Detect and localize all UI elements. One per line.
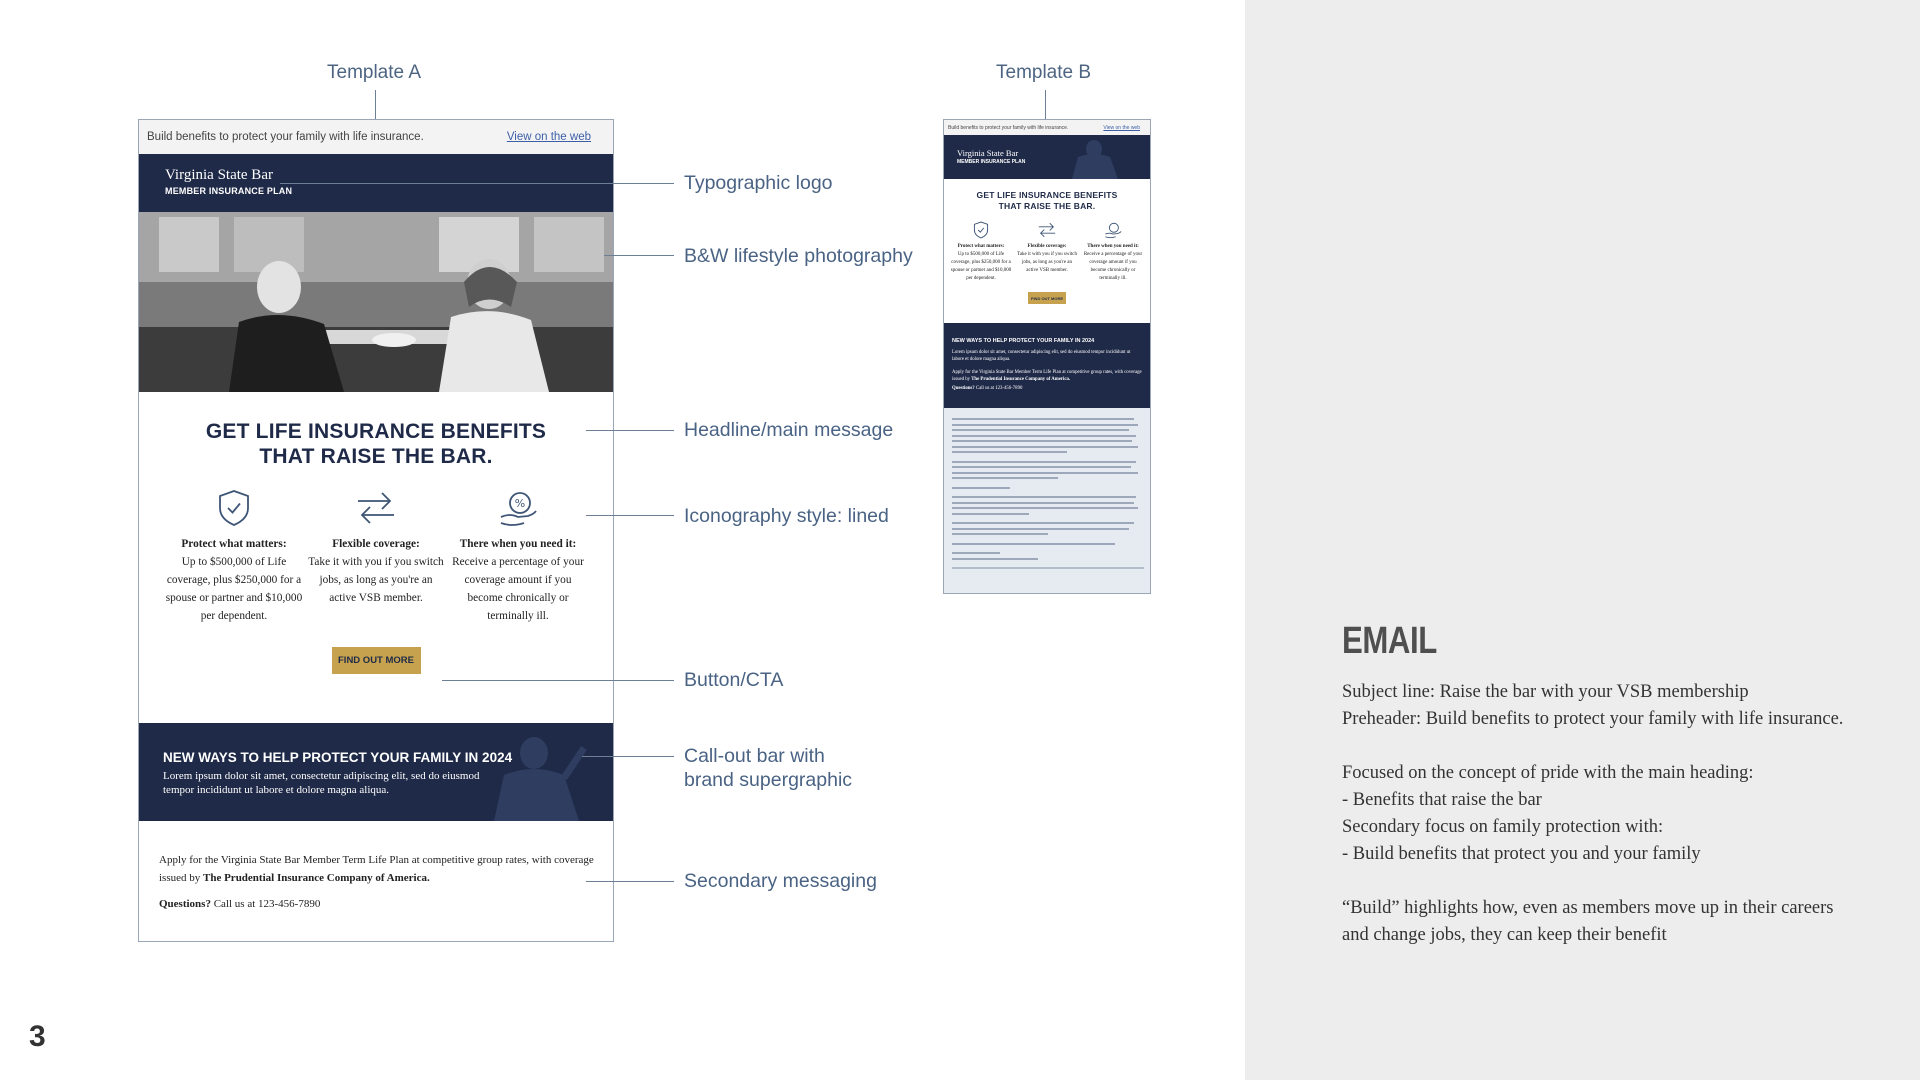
logo-subtitle: MEMBER INSURANCE PLAN bbox=[165, 186, 293, 196]
headline-connector bbox=[586, 430, 674, 431]
build-line-2: and change jobs, they can keep their benefit bbox=[1342, 925, 1667, 945]
callout-photo: B&W lifestyle photography bbox=[684, 245, 913, 267]
questions-label: Questions? bbox=[159, 898, 211, 910]
photo-illustration bbox=[139, 212, 613, 392]
feature-row bbox=[139, 487, 613, 625]
build-line-1: “Build” highlights how, even as members move up in their careers bbox=[1342, 898, 1834, 918]
logo-connector bbox=[280, 183, 674, 184]
feature-flexible-b-title: Flexible coverage: bbox=[1027, 244, 1067, 249]
view-on-web-link-b[interactable]: View on the web bbox=[1103, 124, 1140, 131]
secondary-connector bbox=[586, 881, 674, 882]
logo-name: Virginia State Bar bbox=[165, 167, 273, 183]
feature-flexible-text: Take it with you if you switch jobs, as long as you're an active VSB member. bbox=[308, 556, 444, 604]
questions-label-b: Questions? bbox=[952, 386, 975, 391]
secondary-text-b: Apply for the Virginia State Bar Member Term Life Plan at competitive group rates, with coverage issued by bbox=[952, 370, 1142, 382]
email-notes bbox=[1342, 679, 1902, 949]
find-out-more-button-b[interactable]: FIND OUT MORE bbox=[1028, 292, 1066, 304]
find-out-more-button[interactable]: FIND OUT MORE bbox=[332, 647, 421, 674]
swap-arrows-icon bbox=[307, 487, 445, 529]
feature-protect-title: Protect what matters: bbox=[181, 538, 287, 550]
headline bbox=[139, 419, 613, 469]
questions-b bbox=[952, 386, 1022, 391]
callout-icons: Iconography style: lined bbox=[684, 505, 889, 527]
focus-line-2: - Benefits that raise the bar bbox=[1342, 790, 1542, 810]
focus-line-3: Secondary focus on family protection with: bbox=[1342, 817, 1664, 837]
callout-bar bbox=[139, 723, 614, 821]
page-number: 3 bbox=[29, 1020, 46, 1053]
logo-name-b: Virginia State Bar bbox=[957, 148, 1019, 158]
template-b-label: Template B bbox=[996, 62, 1092, 83]
secondary-message bbox=[159, 851, 599, 921]
hand-percent-icon bbox=[449, 487, 587, 529]
headline-line-2: THAT RAISE THE BAR. bbox=[259, 445, 493, 468]
feature-flexible bbox=[307, 487, 445, 625]
shield-check-icon bbox=[165, 487, 303, 529]
feature-there-b bbox=[1082, 220, 1144, 283]
email-heading: EMAIL bbox=[1342, 620, 1437, 662]
feature-there bbox=[449, 487, 587, 625]
preheader-text-b: Build benefits to protect your family with life insurance. bbox=[948, 124, 1069, 131]
feature-row-b bbox=[944, 220, 1150, 283]
callout-secondary: Secondary messaging bbox=[684, 870, 877, 892]
email-template-a bbox=[138, 119, 614, 942]
template-a-connector bbox=[375, 90, 376, 119]
feature-there-b-text: Receive a percentage of your coverage amount if you become chronically or terminally ill. bbox=[1083, 252, 1143, 281]
subject-line: Subject line: Raise the bar with your VSB membership bbox=[1342, 682, 1749, 702]
callout-headline: Headline/main message bbox=[684, 419, 894, 441]
callout-bar-line-1: Call-out bar with bbox=[684, 745, 825, 767]
secondary-bold-b: The Prudential Insurance Company of America. bbox=[971, 377, 1071, 382]
questions-text-b: Call us at 123-456-7890 bbox=[975, 386, 1023, 391]
feature-there-b-title: There when you need it: bbox=[1087, 244, 1139, 249]
email-template-b bbox=[943, 119, 1151, 594]
headline-line-1: GET LIFE INSURANCE BENEFITS bbox=[205, 420, 547, 443]
hand-percent-icon bbox=[1082, 220, 1144, 240]
template-b-connector bbox=[1045, 90, 1046, 119]
headline-b bbox=[944, 190, 1150, 212]
secondary-bold: The Prudential Insurance Company of America. bbox=[203, 872, 430, 884]
lifestyle-photo bbox=[139, 212, 613, 392]
svg-text:%: % bbox=[514, 497, 526, 510]
view-on-web-link[interactable]: View on the web bbox=[506, 131, 591, 143]
preheader-text: Build benefits to protect your family with life insurance. bbox=[147, 131, 424, 143]
feature-there-title: There when you need it: bbox=[459, 538, 577, 550]
callout-title-b: NEW WAYS TO HELP PROTECT YOUR FAMILY IN 2024 bbox=[952, 338, 1095, 344]
callout-title: NEW WAYS TO HELP PROTECT YOUR FAMILY IN 2024 bbox=[163, 750, 513, 765]
fine-print-block bbox=[944, 408, 1151, 594]
headline-b-line-2: THAT RAISE THE BAR. bbox=[998, 201, 1096, 211]
logo-subtitle-b: MEMBER INSURANCE PLAN bbox=[957, 159, 1026, 165]
feature-protect bbox=[165, 487, 303, 625]
email-notes-panel bbox=[1245, 0, 1920, 1080]
feature-protect-b-title: Protect what matters: bbox=[957, 244, 1005, 249]
shield-check-icon bbox=[950, 220, 1012, 240]
preheader-line: Preheader: Build benefits to protect your family with life insurance. bbox=[1342, 709, 1844, 729]
callout-button: Button/CTA bbox=[684, 669, 784, 691]
feature-protect-b-text: Up to $500,000 of Life coverage, plus $250,000 for a spouse or partner and $10,000 per dependent. bbox=[950, 252, 1012, 281]
swap-arrows-icon bbox=[1016, 220, 1078, 240]
callout-logo: Typographic logo bbox=[684, 172, 833, 194]
callout-text: Lorem ipsum dolor sit amet, consectetur adipiscing elit, sed do eiusmod tempor incididunt ut labore et dolore magna aliqua. bbox=[163, 770, 480, 796]
focus-line-1: Focused on the concept of pride with the main heading: bbox=[1342, 763, 1754, 783]
feature-protect-b bbox=[950, 220, 1012, 283]
feature-flexible-b bbox=[1016, 220, 1078, 283]
feature-flexible-b-text: Take it with you if you switch jobs, as long as you're an active VSB member. bbox=[1017, 252, 1077, 273]
callout-bar-line-2: brand supergraphic bbox=[684, 769, 853, 791]
feature-there-text: Receive a percentage of your coverage amount if you become chronically or terminally ill. bbox=[452, 556, 584, 622]
callout-text-b: Lorem ipsum dolor sit amet, consectetur adipiscing elit, sed do eiusmod tempor incididunt ut labore et dolore magna aliqua. bbox=[952, 350, 1131, 362]
feature-protect-text: Up to $500,000 of Life coverage, plus $250,000 for a spouse or partner and $10,000 per dependent. bbox=[165, 556, 303, 622]
secondary-text: Apply for the Virginia State Bar Member Term Life Plan at competitive group rates, with coverage issued by bbox=[159, 854, 594, 884]
callout-bar-b bbox=[944, 323, 1151, 408]
icons-connector bbox=[586, 515, 674, 516]
photo-connector bbox=[604, 255, 674, 256]
secondary-message-b bbox=[952, 369, 1142, 383]
template-a-label: Template A bbox=[327, 62, 421, 83]
logo-bar-b bbox=[944, 135, 1150, 179]
button-connector bbox=[442, 680, 674, 681]
headline-b-line-1: GET LIFE INSURANCE BENEFITS bbox=[976, 190, 1118, 200]
preheader-bar-b bbox=[944, 120, 1150, 135]
callout-bar-label bbox=[684, 744, 852, 792]
preheader-bar bbox=[139, 120, 613, 154]
feature-flexible-title: Flexible coverage: bbox=[332, 538, 420, 550]
callout-connector bbox=[582, 756, 674, 757]
questions-text: Call us at 123-456-7890 bbox=[213, 898, 321, 910]
focus-line-4: - Build benefits that protect you and your family bbox=[1342, 844, 1701, 864]
